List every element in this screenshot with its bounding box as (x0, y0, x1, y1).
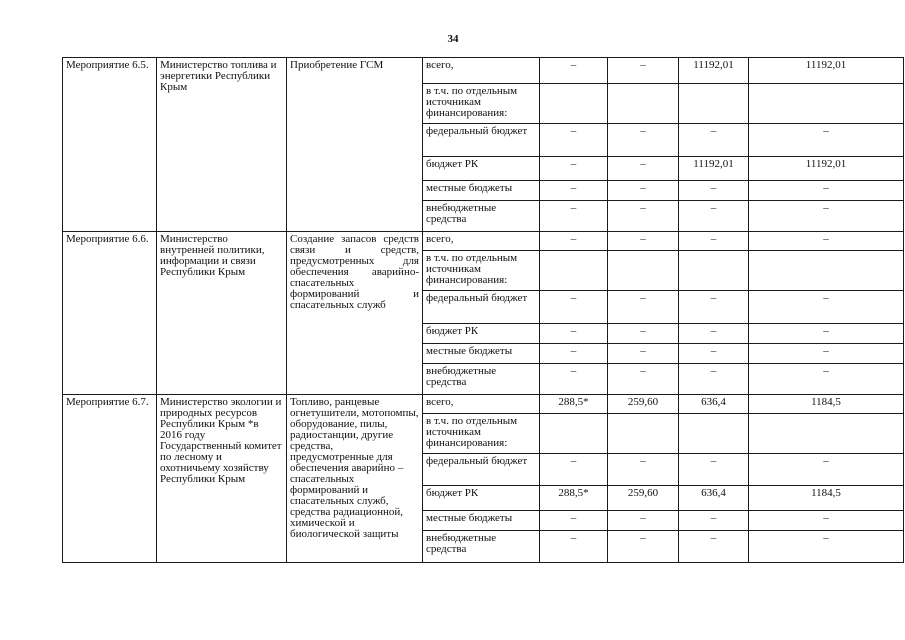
value-cell: – (608, 531, 679, 563)
activity-description: Приобретение ГСМ (287, 58, 423, 232)
value-cell: 11192,01 (679, 58, 749, 84)
value-cell: – (608, 232, 679, 251)
value-cell: – (540, 344, 608, 364)
value-cell: – (749, 531, 904, 563)
value-cell: – (540, 181, 608, 201)
value-cell: – (679, 344, 749, 364)
value-cell: – (540, 324, 608, 344)
value-cell: – (749, 201, 904, 232)
value-cell: – (608, 157, 679, 181)
value-cell: – (540, 531, 608, 563)
budget-table-body (63, 58, 904, 563)
source-label: внебюджетные средства (423, 531, 540, 563)
source-label: бюджет РК (423, 324, 540, 344)
value-cell: 259,60 (608, 395, 679, 414)
value-cell: – (679, 124, 749, 157)
value-cell: 259,60 (608, 486, 679, 511)
value-cell: 1184,5 (749, 395, 904, 414)
source-label: федеральный бюджет (423, 291, 540, 324)
value-cell: – (679, 291, 749, 324)
value-cell: – (608, 364, 679, 395)
value-cell (608, 414, 679, 454)
source-label: всего, (423, 395, 540, 414)
activity-id: Мероприятие 6.7. (63, 395, 157, 563)
value-cell (749, 84, 904, 124)
value-cell: 11192,01 (749, 157, 904, 181)
value-cell (540, 251, 608, 291)
value-cell (540, 84, 608, 124)
value-cell (540, 414, 608, 454)
value-cell: – (540, 157, 608, 181)
source-label: федеральный бюджет (423, 454, 540, 486)
value-cell: – (749, 511, 904, 531)
value-cell: – (608, 181, 679, 201)
table-row (63, 395, 904, 414)
value-cell (679, 414, 749, 454)
source-label: в т.ч. по отдельным источникам финансирования: (423, 84, 540, 124)
value-cell: 1184,5 (749, 486, 904, 511)
value-cell: – (679, 201, 749, 232)
budget-table (62, 57, 904, 563)
value-cell: – (679, 364, 749, 395)
value-cell: – (608, 511, 679, 531)
value-cell: – (679, 511, 749, 531)
source-label: внебюджетные средства (423, 364, 540, 395)
value-cell: – (679, 181, 749, 201)
value-cell (749, 251, 904, 291)
value-cell: – (608, 291, 679, 324)
value-cell: 288,5* (540, 395, 608, 414)
value-cell (679, 84, 749, 124)
value-cell: – (749, 344, 904, 364)
value-cell: – (749, 454, 904, 486)
value-cell: – (679, 531, 749, 563)
source-label: местные бюджеты (423, 181, 540, 201)
value-cell: – (749, 181, 904, 201)
page-number: 34 (447, 33, 459, 45)
source-label: бюджет РК (423, 486, 540, 511)
source-label: местные бюджеты (423, 511, 540, 531)
source-label: внебюджетные средства (423, 201, 540, 232)
value-cell (608, 251, 679, 291)
activity-id: Мероприятие 6.6. (63, 232, 157, 395)
value-cell: – (540, 124, 608, 157)
source-label: всего, (423, 58, 540, 84)
value-cell: 11192,01 (749, 58, 904, 84)
source-label: федеральный бюджет (423, 124, 540, 157)
value-cell: – (749, 232, 904, 251)
value-cell: – (749, 291, 904, 324)
activity-executor: Министерство экологии и природных ресурсов Республики Крым *в 2016 году Государственный комитет по лесному и охотничьему хозяйству Республики Крым (157, 395, 287, 563)
value-cell: 11192,01 (679, 157, 749, 181)
activity-executor: Министерство топлива и энергетики Республики Крым (157, 58, 287, 232)
value-cell: – (749, 124, 904, 157)
value-cell: – (608, 58, 679, 84)
activity-description: Создание запасов средств связи и средств, предусмотренных для обеспечения аварийно-спасательных формирований и спасательных служб (287, 232, 423, 395)
value-cell: – (540, 58, 608, 84)
source-label: в т.ч. по отдельным источникам финансирования: (423, 414, 540, 454)
value-cell: – (608, 344, 679, 364)
value-cell (749, 414, 904, 454)
source-label: местные бюджеты (423, 344, 540, 364)
activity-id: Мероприятие 6.5. (63, 58, 157, 232)
value-cell: – (540, 232, 608, 251)
value-cell: 636,4 (679, 486, 749, 511)
source-label: бюджет РК (423, 157, 540, 181)
value-cell: – (540, 291, 608, 324)
value-cell: 636,4 (679, 395, 749, 414)
table-row (63, 232, 904, 251)
value-cell: – (540, 201, 608, 232)
value-cell: – (608, 124, 679, 157)
source-label: в т.ч. по отдельным источникам финансирования: (423, 251, 540, 291)
value-cell (608, 84, 679, 124)
value-cell: – (608, 454, 679, 486)
value-cell: – (679, 454, 749, 486)
activity-executor: Министерство внутренней политики, информации и связи Республики Крым (157, 232, 287, 395)
activity-description: Топливо, ранцевые огнетушители, мотопомпы, оборудование, пилы, радиостанции, другие средства, предусмотренные для обеспечения аварийно – спасательных формирований и спасательных служб, средства радиационной, химической и биологической защиты (287, 395, 423, 563)
value-cell: – (608, 201, 679, 232)
table-row (63, 58, 904, 84)
value-cell: – (749, 364, 904, 395)
value-cell: – (749, 324, 904, 344)
value-cell: – (540, 364, 608, 395)
value-cell: – (540, 511, 608, 531)
value-cell: – (679, 232, 749, 251)
value-cell: – (679, 324, 749, 344)
source-label: всего, (423, 232, 540, 251)
value-cell (679, 251, 749, 291)
value-cell: – (540, 454, 608, 486)
value-cell: 288,5* (540, 486, 608, 511)
value-cell: – (608, 324, 679, 344)
